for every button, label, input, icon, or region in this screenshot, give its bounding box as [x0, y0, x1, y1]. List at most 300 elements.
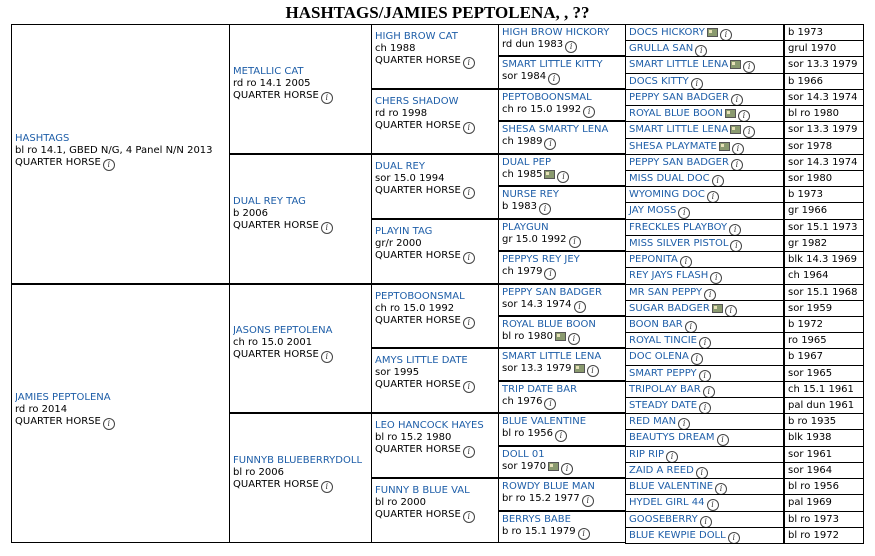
horse-name-link[interactable]: SMART PEPPY [629, 367, 697, 379]
line-text: rd ro 2014 [15, 404, 68, 416]
info-icon[interactable]: i [691, 353, 703, 365]
horse-info [233, 208, 367, 220]
gen5-info-cell: sor 1961 [784, 446, 864, 463]
horse-info [502, 234, 621, 248]
horse-name-link[interactable]: DUAL PEP [502, 156, 551, 168]
info-icon[interactable]: i [539, 203, 551, 215]
horse-name-link[interactable]: FUNNY B BLUE VAL [375, 485, 470, 497]
info-text: ch ro 15.0 1992 [502, 103, 582, 115]
gen5-info-cell: sor 1959 [784, 300, 864, 317]
horse-name-link[interactable]: MISS DUAL DOC [629, 172, 710, 184]
info-icon[interactable]: i [700, 516, 712, 528]
gen5-info-cell: sor 1964 [784, 462, 864, 479]
breed-label [233, 349, 367, 363]
gen5-name-cell [625, 154, 784, 171]
horse-info [502, 363, 621, 377]
horse-name-link[interactable]: JASONS PEPTOLENA [233, 325, 333, 337]
gen5-info-cell: ch 15.1 1961 [784, 381, 864, 398]
info-text: ch 1979 [502, 266, 543, 278]
photo-icon[interactable] [707, 28, 718, 37]
photo-icon[interactable] [712, 304, 723, 313]
horse-name-link[interactable]: BLUE VALENTINE [502, 416, 587, 428]
info-icon[interactable]: i [725, 305, 737, 317]
gen4-cell [499, 383, 624, 411]
gen5-info-cell: bl ro 1956 [784, 478, 864, 495]
info-icon[interactable]: i [578, 528, 590, 540]
horse-info [375, 43, 494, 55]
info-icon[interactable]: i [707, 499, 719, 511]
info-icon[interactable]: i [743, 126, 755, 138]
horse-info [502, 71, 621, 85]
gen4-cell [499, 156, 624, 184]
gen5-info-cell: sor 13.3 1979 [784, 121, 864, 138]
horse-name-link[interactable]: FRECKLES PLAYBOY [629, 221, 728, 233]
horse-info [502, 104, 621, 118]
info-icon[interactable]: i [680, 256, 692, 268]
gen5-name-cell [625, 446, 784, 463]
info-icon[interactable]: i [555, 430, 567, 442]
horse-name-link[interactable]: DOCS KITTY [629, 75, 689, 87]
gen5-name-cell [625, 381, 784, 398]
breed-label [375, 379, 494, 393]
horse-name-link[interactable]: LEO HANCOCK HAYES [375, 420, 484, 432]
horse-info [502, 169, 621, 183]
line-text: rd ro 14.1 2005 [233, 77, 311, 89]
gen4-cell [499, 188, 624, 216]
info-text: br ro 15.2 1977 [502, 493, 580, 505]
breed-label [375, 315, 494, 329]
horse-name-link[interactable]: PEPPY SAN BADGER [629, 91, 729, 103]
line-text: QUARTER HORSE [15, 416, 101, 428]
photo-icon[interactable] [555, 332, 566, 341]
grandparent-cell [230, 195, 370, 235]
horse-info [502, 461, 621, 475]
horse-name-link[interactable]: REY JAYS FLASH [629, 270, 709, 282]
line-text: QUARTER HORSE [375, 509, 461, 521]
gen4-cell [499, 350, 624, 378]
breed-label [233, 220, 367, 234]
gen5-info-cell: sor 13.3 1979 [784, 56, 864, 73]
gen5-info-cell: sor 14.3 1974 [784, 89, 864, 106]
horse-name-link[interactable]: MR SAN PEPPY [629, 286, 703, 298]
gen5-info-cell: bl ro 1972 [784, 527, 864, 544]
horse-info [502, 331, 621, 345]
horse-name-link[interactable]: RIP RIP [629, 448, 665, 460]
gen5-name-cell [625, 413, 784, 430]
info-icon[interactable]: i [731, 159, 743, 171]
gen5-name-cell [625, 365, 784, 382]
line-text: bl ro 15.2 1980 [375, 432, 452, 444]
horse-name-link[interactable]: TRIP DATE BAR [502, 383, 578, 395]
gen5-info-cell: bl ro 1980 [784, 105, 864, 122]
gen5-name-cell [625, 40, 784, 57]
info-text: rd dun 1983 [502, 39, 564, 50]
horse-name-link[interactable]: SMART LITTLE LENA [502, 351, 602, 363]
line-text: QUARTER HORSE [233, 479, 319, 491]
info-icon[interactable]: i [463, 381, 475, 393]
info-icon[interactable]: i [729, 224, 741, 236]
grandparent-cell [230, 65, 370, 105]
horse-name-link[interactable]: BLUE KEWPIE DOLL [629, 529, 726, 541]
horse-info [375, 497, 494, 509]
info-icon[interactable]: i [321, 92, 333, 104]
great-grandparent-cell [372, 95, 497, 135]
gen5-name-cell [625, 527, 784, 544]
gen5-name-cell [625, 235, 784, 252]
info-icon[interactable]: i [738, 110, 750, 122]
info-icon[interactable]: i [569, 236, 581, 248]
info-icon[interactable]: i [699, 402, 711, 414]
info-icon[interactable]: i [699, 370, 711, 382]
gen5-info-cell: blk 14.3 1969 [784, 251, 864, 268]
grandparent-cell [230, 324, 370, 364]
info-icon[interactable]: i [463, 511, 475, 523]
gen4-cell [499, 58, 624, 86]
info-icon[interactable]: i [544, 398, 556, 410]
gen5-name-cell [625, 267, 784, 284]
info-icon[interactable]: i [699, 337, 711, 349]
info-icon[interactable]: i [463, 122, 475, 134]
breed-label [233, 90, 367, 104]
horse-info [375, 367, 494, 379]
info-icon[interactable]: i [728, 532, 740, 544]
horse-name-link[interactable]: BOON BAR [629, 318, 683, 330]
photo-icon[interactable] [725, 109, 736, 118]
gen5-name-cell [625, 348, 784, 365]
gen5-name-cell [625, 73, 784, 90]
line-text: QUARTER HORSE [375, 249, 461, 261]
horse-name-link[interactable]: DUAL REY [375, 160, 425, 172]
gen5-info-cell: sor 15.1 1973 [784, 219, 864, 236]
horse-name-link[interactable]: SMART LITTLE KITTY [502, 59, 603, 71]
horse-info [502, 39, 621, 53]
horse-name-link[interactable]: PEPPYS REY JEY [502, 254, 580, 266]
gen4-cell [499, 253, 624, 281]
info-icon[interactable]: i [732, 143, 744, 155]
horse-info [375, 173, 494, 185]
gen5-name-cell [625, 494, 784, 511]
line-text: ch ro 15.0 2001 [233, 337, 313, 349]
horse-info [233, 337, 367, 349]
horse-name-link[interactable]: GRULLA SAN [629, 43, 694, 55]
horse-name-link[interactable]: SHESA SMARTY LENA [502, 124, 609, 136]
horse-name-link[interactable]: SMART LITTLE LENA [629, 59, 729, 71]
horse-name-link[interactable]: SMART LITTLE LENA [629, 124, 729, 136]
horse-name-link[interactable]: ROYAL TINCIE [629, 335, 697, 347]
horse-name-link[interactable]: DOCS HICKORY [629, 27, 705, 38]
horse-name-link[interactable]: METALLIC CAT [233, 65, 304, 77]
info-icon[interactable]: i [321, 222, 333, 234]
info-icon[interactable]: i [678, 207, 690, 219]
info-icon[interactable]: i [685, 321, 697, 333]
breed-label [15, 157, 225, 171]
info-text: bl ro 1980 [502, 330, 553, 342]
gen5-name-cell [625, 186, 784, 203]
line-text: QUARTER HORSE [375, 184, 461, 196]
info-icon[interactable]: i [695, 45, 707, 57]
horse-name-link[interactable]: ZAID A REED [629, 464, 694, 476]
horse-name-link[interactable]: TRIPOLAY BAR [629, 383, 701, 395]
gen4-cell [499, 221, 624, 249]
horse-info [15, 145, 225, 157]
gen4-cell [499, 123, 624, 151]
great-grandparent-cell [372, 290, 497, 330]
horse-name-link[interactable]: JAY MOSS [629, 205, 677, 217]
gen4-cell [499, 513, 624, 541]
photo-icon[interactable] [730, 60, 741, 69]
gen5-info-cell: pal 1969 [784, 494, 864, 511]
info-icon[interactable]: i [463, 252, 475, 264]
horse-name-link[interactable]: FUNNYB BLUEBERRYDOLL [233, 455, 363, 467]
info-icon[interactable]: i [717, 434, 729, 446]
info-text: b 1983 [502, 201, 537, 213]
info-icon[interactable]: i [730, 240, 742, 252]
great-grandparent-cell [372, 419, 497, 459]
horse-name-link[interactable]: PEPPY SAN BADGER [502, 286, 602, 298]
horse-name-link[interactable]: PLAYIN TAG [375, 225, 433, 237]
page-title: HASHTAGS/JAMIES PEPTOLENA, , ?? [285, 3, 590, 22]
info-icon[interactable]: i [731, 94, 743, 106]
breed-label [375, 185, 494, 199]
gen4-cell [499, 480, 624, 508]
gen5-name-cell [625, 478, 784, 495]
horse-info [502, 526, 621, 540]
gen5-name-cell [625, 202, 784, 219]
breed-label [375, 120, 494, 134]
horse-name-link[interactable]: NURSE REY [502, 189, 559, 201]
info-icon[interactable]: i [707, 191, 719, 203]
info-icon[interactable]: i [544, 138, 556, 150]
info-icon[interactable]: i [463, 446, 475, 458]
gen5-name-cell [625, 332, 784, 349]
line-text: bl ro 2000 [375, 497, 426, 509]
info-icon[interactable]: i [463, 57, 475, 69]
horse-info [375, 303, 494, 315]
horse-name-link[interactable]: ROYAL BLUE BOON [502, 318, 596, 330]
gen4-cell [499, 318, 624, 346]
info-icon[interactable]: i [696, 467, 708, 479]
horse-info [502, 396, 621, 410]
horse-name-link[interactable]: AMYS LITTLE DATE [375, 355, 468, 367]
horse-name-link[interactable]: HIGH BROW CAT [375, 31, 458, 42]
horse-name-link[interactable]: JAMIES PEPTOLENA [15, 392, 111, 404]
gen5-info-cell: ro 1965 [784, 332, 864, 349]
gen5-info-cell: pal dun 1961 [784, 397, 864, 414]
line-text: ch 1988 [375, 43, 416, 54]
gen5-info-cell: sor 14.3 1974 [784, 154, 864, 171]
photo-icon[interactable] [719, 142, 730, 151]
horse-name-link[interactable]: PEPTOBOONSMAL [502, 91, 592, 103]
horse-name-link[interactable]: SUGAR BADGER [629, 302, 710, 314]
horse-name-link[interactable]: PEPTOBOONSMAL [375, 290, 465, 302]
horse-name-link[interactable]: CHERS SHADOW [375, 95, 459, 107]
horse-info [233, 467, 367, 479]
horse-info [502, 266, 621, 280]
horse-name-link[interactable]: ROYAL BLUE BOON [629, 108, 723, 120]
info-icon[interactable]: i [557, 171, 569, 183]
gen5-name-cell [625, 89, 784, 106]
info-icon[interactable]: i [463, 317, 475, 329]
info-icon[interactable]: i [715, 483, 727, 495]
breed-label [15, 416, 225, 430]
line-text: b 2006 [233, 207, 268, 219]
gen5-info-cell: sor 1965 [784, 365, 864, 382]
info-icon[interactable]: i [712, 175, 724, 187]
horse-name-link[interactable]: WYOMING DOC [629, 189, 705, 201]
gen5-name-cell [625, 511, 784, 528]
gen5-name-cell [625, 56, 784, 73]
info-text: sor 1984 [502, 71, 547, 83]
photo-icon[interactable] [548, 462, 559, 471]
gen5-name-cell [625, 316, 784, 333]
line-text: gr/r 2000 [375, 237, 422, 249]
gen4-cell [499, 26, 624, 54]
gen5-info-cell: sor 15.1 1968 [784, 284, 864, 301]
breed-label [375, 444, 494, 458]
gen5-name-cell [625, 251, 784, 268]
photo-icon[interactable] [730, 125, 741, 134]
gen5-info-cell: blk 1938 [784, 429, 864, 446]
horse-name-link[interactable]: PEPPY SAN BADGER [629, 156, 729, 168]
horse-info [375, 108, 494, 120]
horse-info [502, 136, 621, 150]
info-icon[interactable]: i [703, 386, 715, 398]
horse-name-link[interactable]: BERRYS BABE [502, 513, 571, 525]
info-text: ch 1989 [502, 136, 543, 148]
info-icon[interactable]: i [743, 61, 755, 73]
horse-name-link[interactable]: ROWDY BLUE MAN [502, 481, 595, 493]
info-text: b ro 15.1 1979 [502, 525, 576, 537]
horse-name-link[interactable]: MISS SILVER PISTOL [629, 237, 729, 249]
line-text: QUARTER HORSE [375, 55, 461, 66]
breed-label [375, 509, 494, 523]
gen4-cell [499, 91, 624, 119]
grandparent-cell [230, 454, 370, 494]
info-icon[interactable]: i [574, 301, 586, 313]
horse-name-link[interactable]: PLAYGUN [502, 221, 549, 233]
info-icon[interactable]: i [103, 159, 115, 171]
gen5-info-cell: b ro 1935 [784, 413, 864, 430]
info-icon[interactable]: i [568, 333, 580, 345]
horse-name-link[interactable]: BLUE VALENTINE [629, 481, 714, 493]
gen5-info-cell: sor 1980 [784, 170, 864, 187]
line-text: QUARTER HORSE [233, 349, 319, 361]
info-text: ch 1985 [502, 168, 543, 180]
info-icon[interactable]: i [666, 451, 678, 463]
gen5-name-cell [625, 121, 784, 138]
horse-name-link[interactable]: PEPONITA [629, 254, 678, 266]
gen5-name-cell [625, 138, 784, 155]
line-text: QUARTER HORSE [375, 119, 461, 131]
info-icon[interactable]: i [561, 463, 573, 475]
horse-info [502, 493, 621, 507]
info-icon[interactable]: i [463, 187, 475, 199]
line-text: bl ro 14.1, GBED N/G, 4 Panel N/N 2013 [15, 144, 213, 156]
gen4-cell [499, 286, 624, 314]
gen5-name-cell [625, 105, 784, 122]
horse-name-link[interactable]: DUAL REY TAG [233, 195, 306, 207]
gen5-info-cell: ch 1964 [784, 267, 864, 284]
line-text: QUARTER HORSE [375, 314, 461, 326]
line-text: rd ro 1998 [375, 107, 428, 119]
info-text: gr 15.0 1992 [502, 233, 567, 245]
gen5-info-cell: b 1972 [784, 316, 864, 333]
horse-name-link[interactable]: RED MAN [629, 416, 677, 428]
horse-name-link[interactable]: HYDEL GIRL 44 [629, 497, 705, 509]
gen5-name-cell [625, 170, 784, 187]
horse-info [375, 432, 494, 444]
photo-icon[interactable] [544, 170, 555, 179]
line-text: ch ro 15.0 1992 [375, 302, 455, 314]
gen4-cell [499, 448, 624, 476]
horse-name-link[interactable]: DOC OLENA [629, 351, 689, 363]
great-grandparent-cell [372, 484, 497, 524]
horse-name-link[interactable]: BEAUTYS DREAM [629, 432, 715, 444]
info-icon[interactable]: i [321, 481, 333, 493]
info-text: sor 1970 [502, 460, 547, 472]
line-text: QUARTER HORSE [15, 156, 101, 168]
horse-info [375, 238, 494, 250]
line-text: sor 1995 [375, 367, 420, 379]
info-text: sor 14.3 1974 [502, 298, 572, 310]
gen5-info-cell: b 1973 [784, 24, 864, 41]
info-icon[interactable]: i [710, 272, 722, 284]
info-icon[interactable]: i [587, 365, 599, 377]
info-icon[interactable]: i [544, 268, 556, 280]
line-text: QUARTER HORSE [233, 89, 319, 101]
info-icon[interactable]: i [704, 289, 716, 301]
gen5-name-cell [625, 219, 784, 236]
gen5-info-cell: gr 1982 [784, 235, 864, 252]
gen5-info-cell: b 1967 [784, 348, 864, 365]
breed-label [233, 479, 367, 493]
gen4-cell [499, 415, 624, 443]
info-icon[interactable]: i [678, 418, 690, 430]
info-text: ch 1976 [502, 395, 543, 407]
info-icon[interactable]: i [548, 73, 560, 85]
line-text: QUARTER HORSE [375, 444, 461, 456]
horse-name-link[interactable]: SHESA PLAYMATE [629, 140, 717, 152]
horse-name-link[interactable]: HASHTAGS [15, 132, 70, 144]
parent-sire [12, 132, 228, 172]
horse-info [502, 299, 621, 313]
horse-name-link[interactable]: GOOSEBERRY [629, 513, 698, 525]
line-text: QUARTER HORSE [375, 379, 461, 391]
photo-icon[interactable] [574, 364, 585, 373]
gen5-name-cell [625, 24, 784, 41]
info-icon[interactable]: i [583, 106, 595, 118]
great-grandparent-cell [372, 160, 497, 200]
horse-name-link[interactable]: HIGH BROW HICKORY [502, 27, 610, 38]
info-icon[interactable]: i [720, 29, 732, 41]
parent-dam [12, 391, 228, 431]
info-icon[interactable]: i [321, 351, 333, 363]
line-text: QUARTER HORSE [233, 219, 319, 231]
info-icon[interactable]: i [103, 418, 115, 430]
gen5-info-cell: sor 1978 [784, 138, 864, 155]
info-icon[interactable]: i [582, 495, 594, 507]
gen5-info-cell: bl ro 1973 [784, 511, 864, 528]
gen5-name-cell [625, 429, 784, 446]
gen5-name-cell [625, 300, 784, 317]
horse-name-link[interactable]: DOLL 01 [502, 448, 545, 460]
gen5-info-cell: gr 1966 [784, 202, 864, 219]
breed-label [375, 250, 494, 264]
horse-name-link[interactable]: STEADY DATE [629, 400, 698, 412]
horse-info [502, 428, 621, 442]
info-icon[interactable]: i [691, 78, 703, 90]
info-icon[interactable]: i [565, 41, 577, 53]
